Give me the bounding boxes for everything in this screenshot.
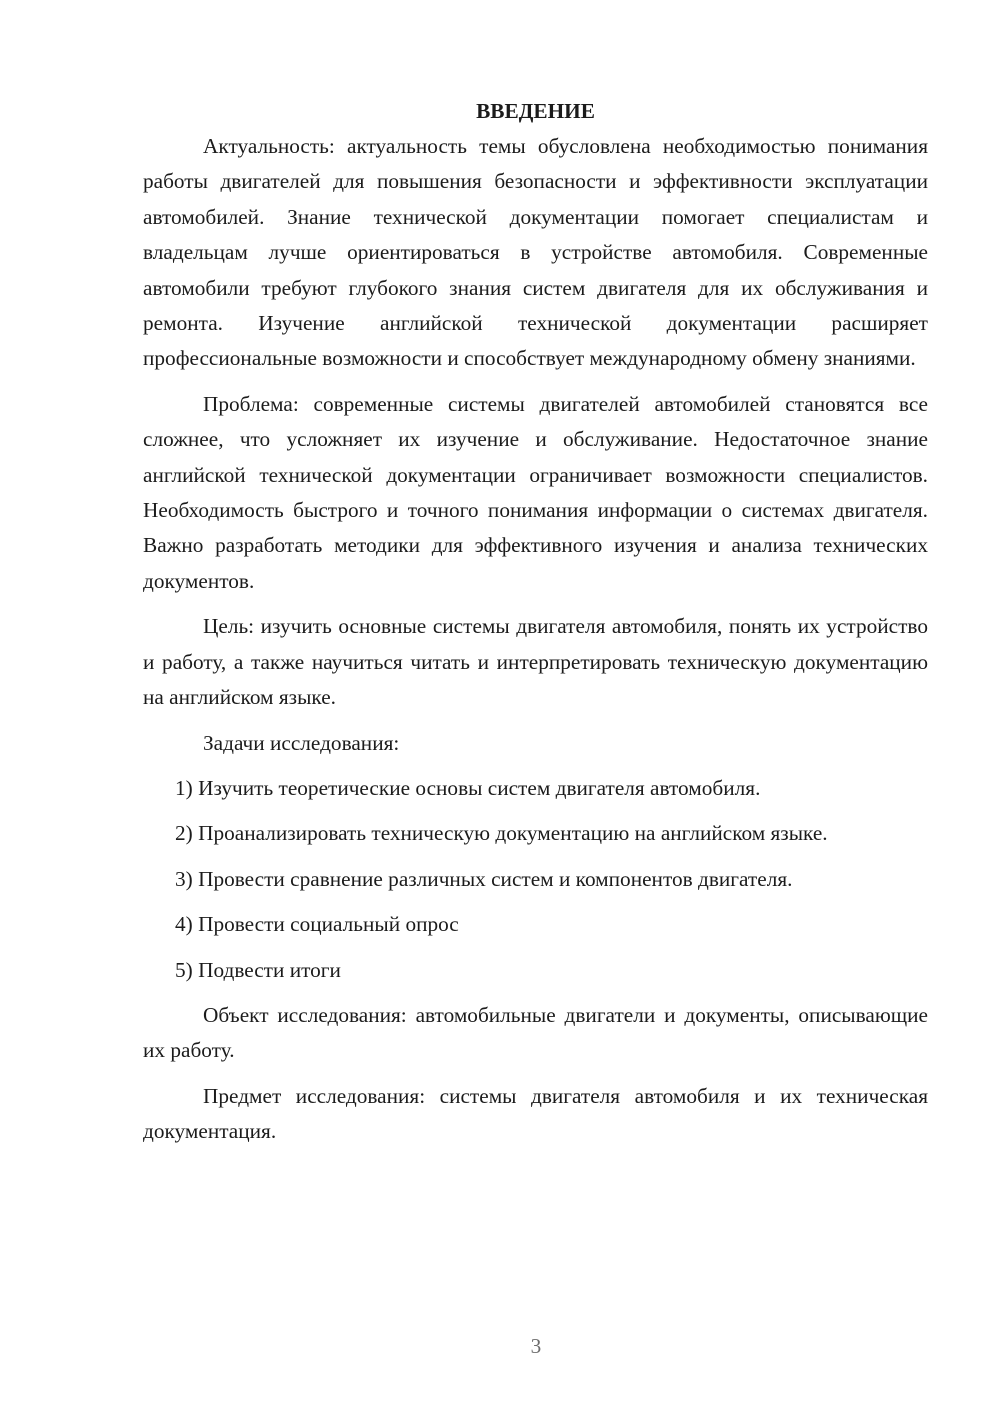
tasks-title: Задачи исследования: [203, 730, 400, 755]
goal-paragraph: Цель: изучить основные системы двигателя автомобиля, понять их устройство и работу, а также научиться читать и интерпретировать техническую документацию на английском языке. [143, 614, 928, 710]
task-item: 3) Провести сравнение различных систем и компонентов двигателя. [175, 866, 793, 891]
problem-paragraph: Проблема: современные системы двигателей автомобилей становятся все сложнее, что усложняет их изучение и обслуживание. Недостаточное знание английской технической документации ограничивает возможности специалистов. Необходимость быстрого и точного понимания информации о системах двигателя. Важно разработать методики для эффективного изучения и анализа технических документов. [143, 391, 928, 593]
object-paragraph: Объект исследования: автомобильные двигатели и документы, описывающие их работу. [143, 1002, 928, 1063]
task-item: 4) Провести социальный опрос [175, 912, 459, 937]
subject-paragraph: Предмет исследования: системы двигателя автомобиля и их техническая документация. [143, 1083, 928, 1144]
page-content [143, 94, 928, 1150]
page-heading: ВВЕДЕНИЕ [476, 99, 595, 123]
page-number: 3 [530, 1334, 542, 1358]
task-item: 5) Подвести итоги [175, 957, 341, 982]
relevance-paragraph: Актуальность: актуальность темы обусловлена необходимостью понимания работы двигателей для повышения безопасности и эффективности эксплуатации автомобилей. Знание технической документации помогает специалистам и владельцам лучше ориентироваться в устройстве автомобиля. Современные автомобили требуют глубокого знания систем двигателя для их обслуживания и ремонта. Изучение английской технической документации расширяет профессиональные возможности и способствует международному обмену знаниями. [143, 134, 928, 371]
task-item: 1) Изучить теоретические основы систем двигателя автомобиля. [175, 775, 761, 800]
task-item: 2) Проанализировать техническую документацию на английском языке. [175, 821, 828, 846]
